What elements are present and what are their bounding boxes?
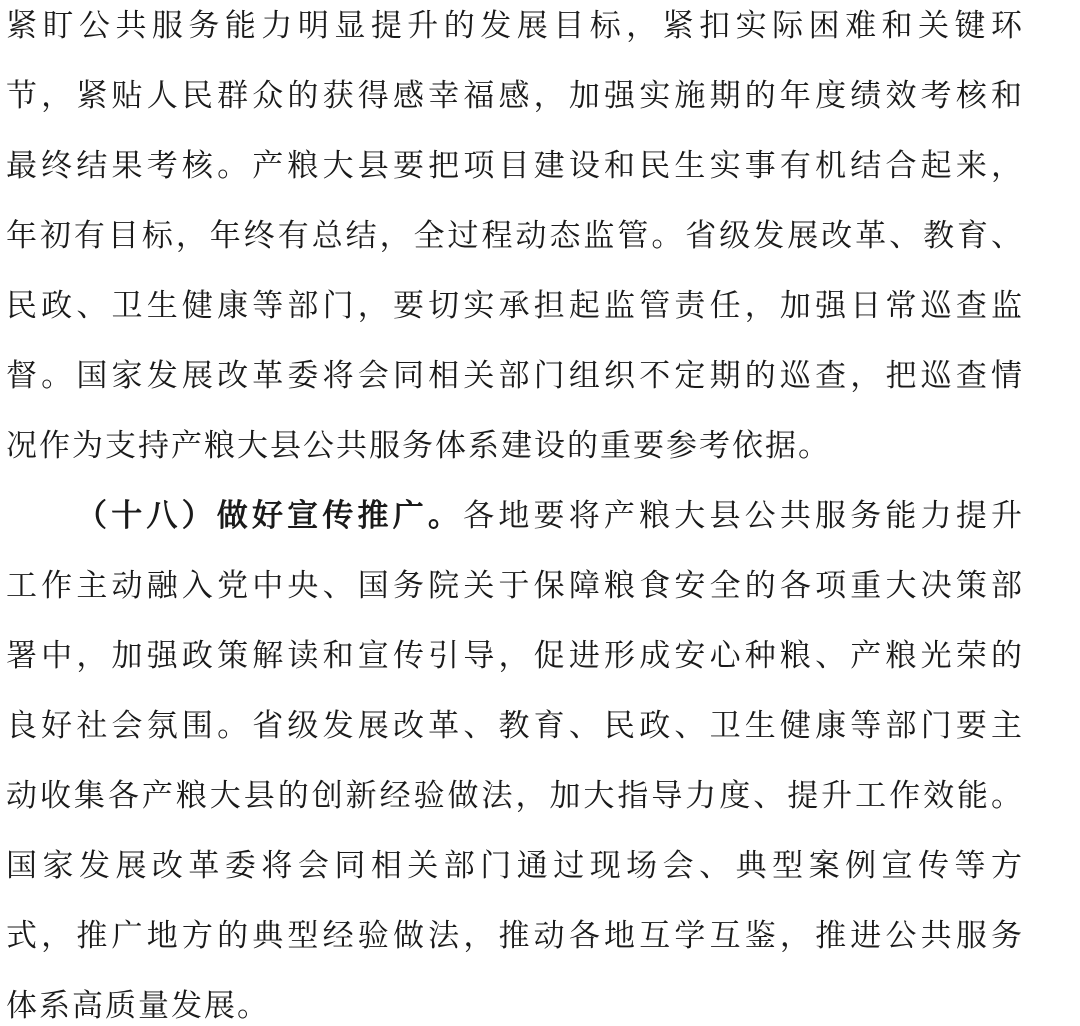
- paragraph-2-line-4: 良好社会氛围。省级发展改革、教育、民政、卫生健康等部门要主: [6, 708, 1024, 744]
- paragraph-1-line-2: 节，紧贴人民群众的获得感幸福感，加强实施期的年度绩效考核和: [6, 78, 1024, 114]
- paragraph-1-line-7: 况作为支持产粮大县公共服务体系建设的重要参考依据。: [6, 428, 831, 464]
- paragraph-1-line-3: 最终结果考核。产粮大县要把项目建设和民生实事有机结合起来，: [6, 148, 1024, 184]
- paragraph-2-line-1: [76, 496, 1024, 536]
- paragraph-1-line-6: 督。国家发展改革委将会同相关部门组织不定期的巡查，把巡查情: [6, 358, 1024, 394]
- paragraph-2-line-7: 式，推广地方的典型经验做法，推动各地互学互鉴，推进公共服务: [6, 918, 1024, 954]
- paragraph-2-first-line-text: 各地要将产粮大县公共服务能力提升: [463, 498, 1025, 534]
- paragraph-1-line-5: 民政、卫生健康等部门，要切实承担起监管责任，加强日常巡查监: [6, 288, 1024, 324]
- paragraph-2-line-8: 体系高质量发展。: [6, 988, 270, 1024]
- paragraph-1-line-4: 年初有目标，年终有总结，全过程动态监管。省级发展改革、教育、: [6, 218, 1024, 254]
- paragraph-1-line-1: 紧盯公共服务能力明显提升的发展目标，紧扣实际困难和关键环: [6, 8, 1024, 44]
- paragraph-2-line-5: 动收集各产粮大县的创新经验做法，加大指导力度、提升工作效能。: [6, 778, 1024, 814]
- section-heading: （十八）做好宣传推广。: [76, 498, 464, 534]
- paragraph-2-line-3: 署中，加强政策解读和宣传引导，促进形成安心种粮、产粮光荣的: [6, 638, 1024, 674]
- paragraph-2-line-6: 国家发展改革委将会同相关部门通过现场会、典型案例宣传等方: [6, 848, 1024, 884]
- paragraph-2-line-2: 工作主动融入党中央、国务院关于保障粮食安全的各项重大决策部: [6, 568, 1024, 604]
